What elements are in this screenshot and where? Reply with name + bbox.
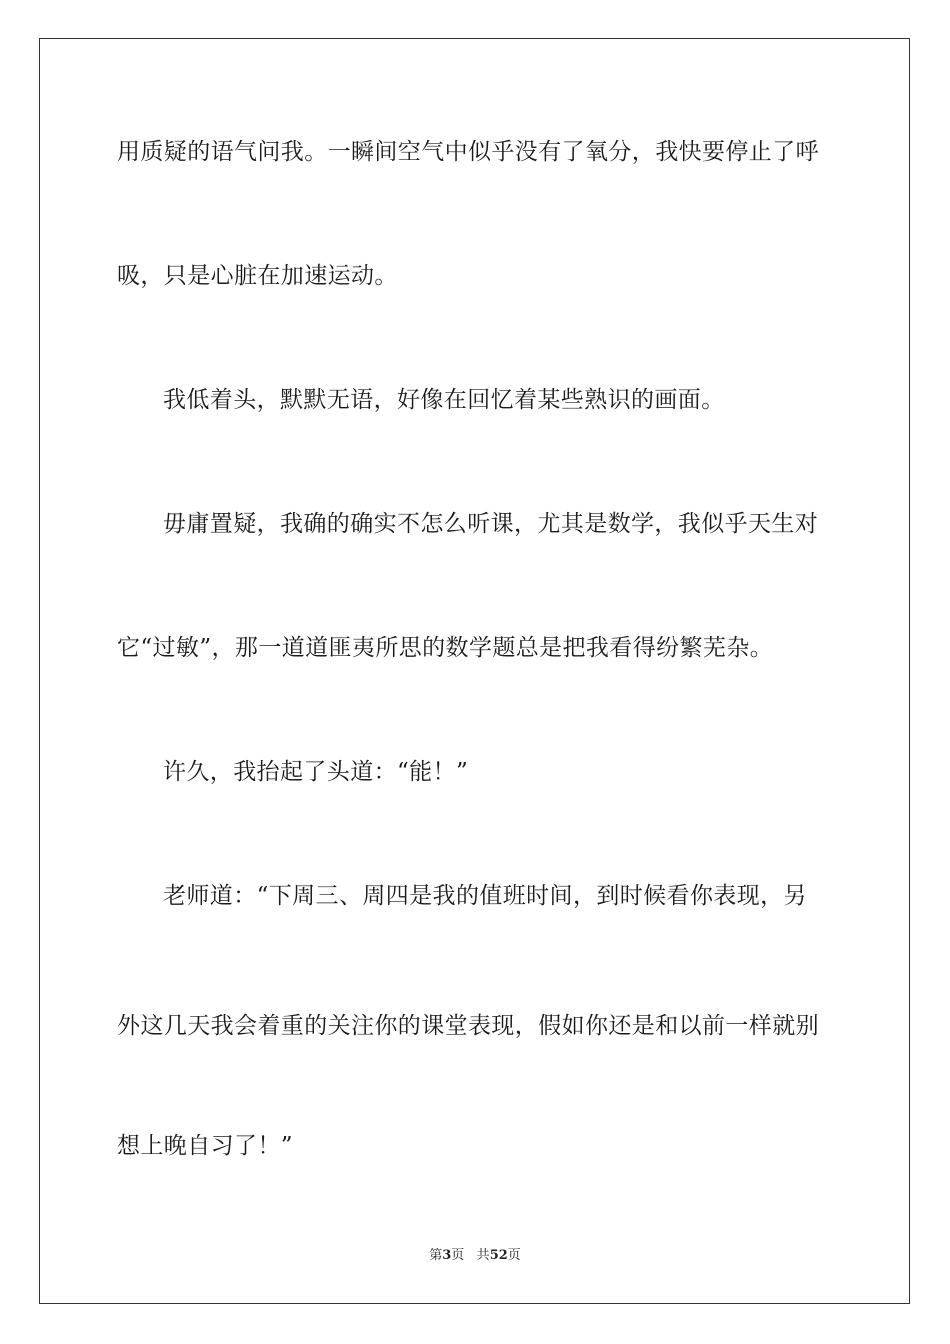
- text-line-1: 用质疑的语气问我。一瞬间空气中似乎没有了氧分，我快要停止了呼: [117, 139, 819, 165]
- page-suffix: 页: [451, 1248, 465, 1263]
- text-line-8: 外这几天我会着重的关注你的课堂表现，假如你还是和以前一样就别: [117, 1013, 819, 1039]
- page-number: 3: [442, 1248, 452, 1263]
- text-line-7: 老师道：“下周三、周四是我的值班时间，到时候看你表现，另: [163, 883, 807, 909]
- text-line-2: 吸，只是心脏在加速运动。: [117, 263, 398, 289]
- total-prefix: 共: [476, 1248, 490, 1263]
- text-line-5: 它“过敏”，那一道道匪夷所思的数学题总是把我看得纷繁芜杂。: [117, 635, 774, 661]
- page-prefix: 第: [429, 1248, 443, 1263]
- text-line-6: 许久，我抬起了头道：“能！”: [163, 759, 469, 785]
- text-line-4: 毋庸置疑，我确的确实不怎么听课，尤其是数学，我似乎天生对: [163, 511, 819, 537]
- text-line-9: 想上晚自习了！”: [117, 1133, 293, 1159]
- page-border: [39, 38, 910, 1304]
- page-footer: [0, 1247, 950, 1265]
- total-suffix: 页: [507, 1248, 521, 1263]
- text-line-3: 我低着头，默默无语，好像在回忆着某些熟识的画面。: [163, 387, 725, 413]
- total-pages: 52: [489, 1248, 508, 1263]
